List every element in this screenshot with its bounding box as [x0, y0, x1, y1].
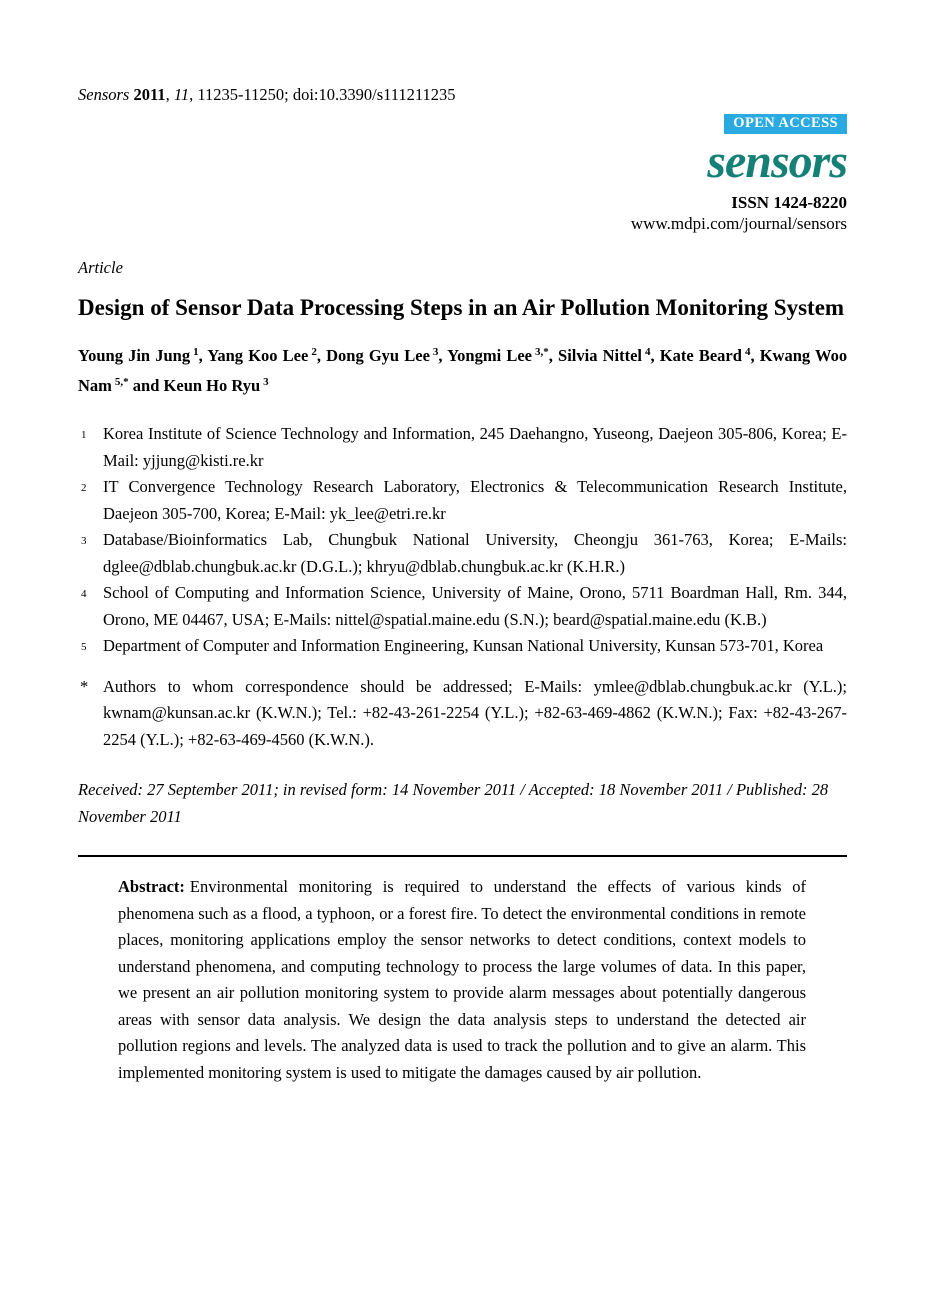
correspondence-marker: * — [80, 676, 89, 696]
affiliation-item — [78, 421, 847, 474]
citation-rest: , 11235-11250; doi:10.3390/s111211235 — [189, 85, 456, 104]
header-right-block — [78, 112, 847, 235]
issn-line: ISSN 1424-8220 — [731, 193, 847, 212]
author-affil-sup: 1 — [193, 346, 199, 358]
author: Kate Beard $^4$, — [659, 346, 760, 365]
journal-logo: sensors — [707, 135, 847, 188]
affiliation-text: Korea Institute of Science Technology and Information, 245 Daehangno, Yuseong, Daejeon 305-806, Korea; E-Mail: yjjung@kisti.re.kr — [103, 424, 847, 470]
affiliation-number: 5 — [81, 641, 87, 653]
abstract-text: Environmental monitoring is required to understand the effects of various kinds of phenomena such as a flood, a typhoon, or a forest fire. To detect the environmental conditions in remote places, monitoring applications employ the sensor networks to detect conditions, context models to understand phenomena, and computing technology to process the large volumes of data. In this paper, we present an air pollution monitoring system to provide alarm messages about potentially dangerous areas with sensor data analysis. We design the data analysis steps to understand the detected air pollution regions and levels. The analyzed data is used to track the pollution and to give an alarm. This implemented monitoring system is used to mitigate the damages caused by air pollution. — [118, 877, 806, 1082]
dates-line: Received: 27 September 2011; in revised form: 14 November 2011 / Accepted: 18 November 2011 / Published: 28 November 2011 — [78, 780, 829, 826]
author-affil-sup: 4 — [645, 346, 651, 358]
author-affil-sup: 5,* — [114, 376, 129, 388]
article-type-label: Article — [78, 258, 123, 277]
author-affil-sup: 3 — [263, 376, 269, 388]
author-affil-sup: 3,* — [535, 346, 549, 358]
author: Yang Koo Lee $^2$, — [207, 346, 327, 365]
affiliation-number: 3 — [81, 535, 87, 547]
citation-volume: 11 — [173, 85, 190, 104]
author: Silvia Nittel $^4$, — [558, 346, 660, 365]
abstract-block — [118, 874, 806, 1086]
journal-website-link[interactable]: www.mdpi.com/journal/sensors — [630, 214, 847, 233]
affiliation-list — [78, 421, 847, 660]
affiliation-item — [78, 633, 847, 660]
affiliation-number: 4 — [81, 588, 87, 600]
correspondence-note — [78, 674, 847, 754]
author-list — [78, 342, 847, 402]
author: Keun Ho Ryu $^3$ — [163, 376, 269, 395]
abstract-label: Abstract: — [118, 877, 185, 896]
affiliation-text: Department of Computer and Information Engineering, Kunsan National University, Kunsan 573-701, Korea — [103, 636, 824, 655]
author-affil-sup: 4 — [744, 346, 751, 358]
citation-year: 2011 — [129, 85, 166, 104]
affiliation-item — [78, 527, 847, 580]
author: Kwang Woo Nam $^{5,*}$ and — [78, 346, 848, 395]
author-affil-sup: 3 — [432, 346, 439, 358]
correspondence-text: Authors to whom correspondence should be addressed; E-Mails: ymlee@dblab.chungbuk.ac.kr (Y.L.); kwnam@kunsan.ac.kr (K.W.N.); Tel.: +82-43-261-2254 (Y.L.); +82-63-469-4862 (K.W.N.); Fax: +82-43-267-2254 (Y.L.); +82-63-469-4560 (K.W.N.). — [103, 676, 847, 749]
author: Yongmi Lee $^{3,*}$, — [447, 346, 559, 365]
affiliation-text: Database/Bioinformatics Lab, Chungbuk National University, Cheongju 361-763, Korea; E-Mails: dglee@dblab.chungbuk.ac.kr (D.G.L.); khryu@dblab.chungbuk.ac.kr (K.H.R.) — [103, 530, 847, 576]
author-affil-sup: 2 — [311, 346, 317, 358]
citation-sep: , — [165, 85, 174, 104]
affiliation-text: IT Convergence Technology Research Laboratory, Electronics & Telecommunication Research Institute, Daejeon 305-700, Korea; E-Mail: yk_lee@etri.re.kr — [103, 477, 847, 523]
affiliation-number: 1 — [81, 429, 87, 441]
citation-line — [78, 84, 847, 105]
author: Young Jin Jung $^1$, — [78, 346, 208, 365]
affiliation-item — [78, 474, 847, 527]
author: Dong Gyu Lee $^3$, — [326, 346, 448, 365]
open-access-badge: OPEN ACCESS — [724, 114, 847, 134]
affiliation-text: School of Computing and Information Science, University of Maine, Orono, 5711 Boardman Hall, Rm. 344, Orono, ME 04467, USA; E-Mails: nittel@spatial.maine.edu (S.N.); beard@spatial.maine.edu (K.B.) — [103, 583, 847, 629]
affiliation-item — [78, 580, 847, 633]
journal-name: Sensors — [78, 85, 130, 104]
section-divider — [78, 855, 847, 857]
affiliation-number: 2 — [81, 482, 87, 494]
page-title: Design of Sensor Data Processing Steps in an Air Pollution Monitoring System — [78, 295, 845, 320]
